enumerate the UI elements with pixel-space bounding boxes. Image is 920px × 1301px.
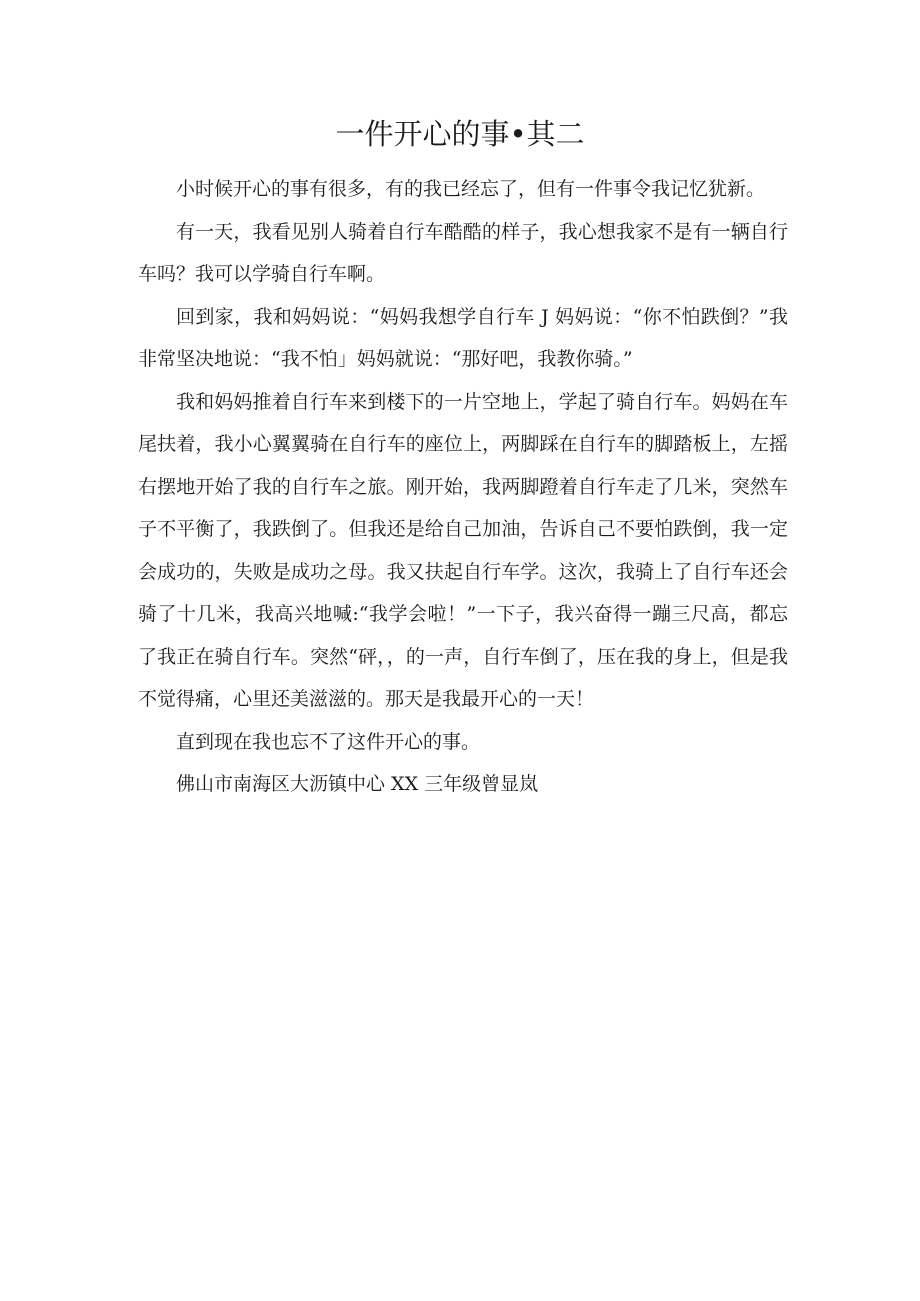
paragraph-conclusion: 直到现在我也忘不了这件开心的事。 — [176, 730, 481, 753]
author-signature: 佛山市南海区大沥镇中心 XX 三年级曾显岚 — [176, 773, 539, 795]
paragraph-learning: 我和妈妈推着自行车来到楼下的一片空地上，学起了骑自行车。妈妈在车尾扶着，我小心翼翼骑在自行车的座位上，两脚踩在自行车的脚踏板上，左摇右摆地开始了我的自行车之旅。刚开始，我两脚蹬着自行车走了几米，突然车子不平衡了，我跌倒了。但我还是给自己加油，告诉自己不要怕跌倒，我一定会成功的，失败是成功之母。我又扶起自行车学。这次，我骑上了自行车还会骑了十几米，我高兴地喊:“我学会啦！”一下子，我兴奋得一蹦三尺高，都忘了我正在骑自行车。突然“砰，，的一声，自行车倒了，压在我的身上，但是我不觉得痛，心里还美滋滋的。那天是我最开心的一天！ — [138, 390, 788, 710]
paragraph-idea: 有一天，我看见别人骑着自行车酷酷的样子，我心想我家不是有一辆自行车吗？我可以学骑自行车啊。 — [138, 220, 788, 285]
page-title: 一件开心的事•其二 — [335, 117, 585, 151]
paragraph-dialogue: 回到家，我和妈妈说：“妈妈我想学自行车 J 妈妈说：“你不怕跌倒？”我非常坚决地说：“我不怕」妈妈就说：“那好吧，我教你骑。” — [138, 305, 788, 370]
article-body — [138, 168, 788, 806]
paragraph-intro: 小时候开心的事有很多，有的我已经忘了，但有一件事令我记忆犹新。 — [176, 178, 766, 200]
